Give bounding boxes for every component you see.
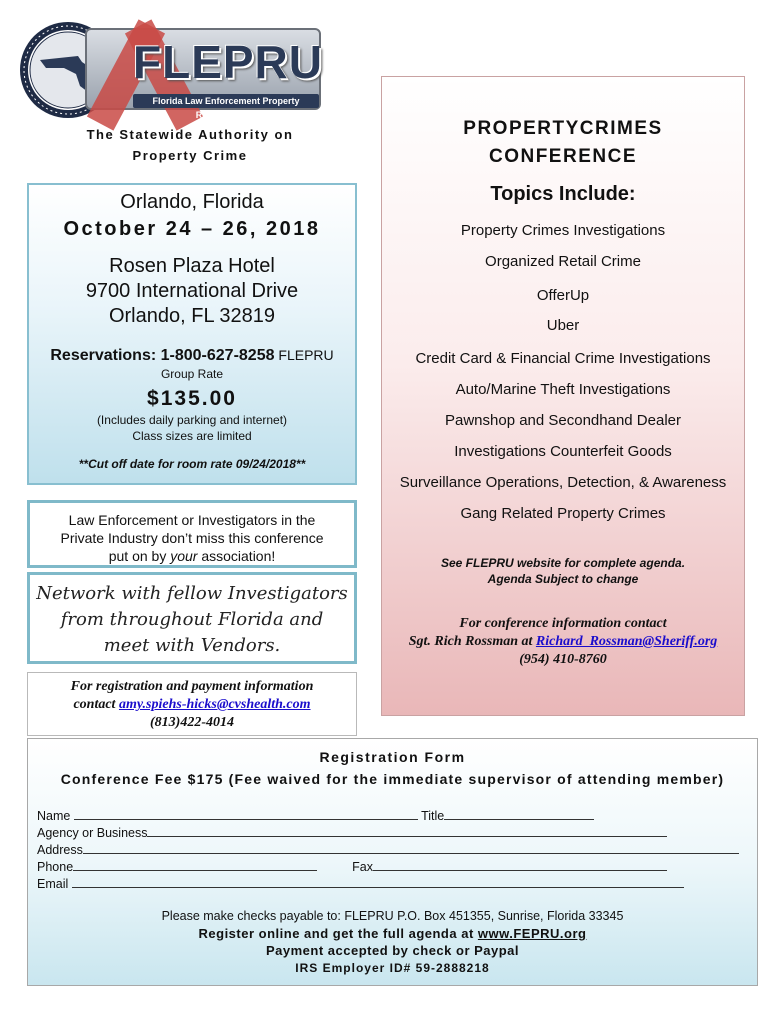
email-field[interactable] — [72, 877, 684, 888]
agency-row — [37, 826, 667, 840]
network-line: Network with fellow Investigators — [36, 583, 348, 604]
name-field[interactable] — [74, 809, 418, 820]
conference-contact — [382, 615, 744, 669]
event-dates: October 24 – 26, 2018 — [63, 218, 321, 240]
conference-title-line: CONFERENCE — [488, 146, 637, 167]
conference-fee: Conference Fee $175 (Fee waived for the immediate supervisor of attending member) — [60, 771, 725, 787]
room-price: $135.00 — [147, 387, 237, 410]
agenda-line: See FLEPRU website for complete agenda. — [440, 556, 686, 570]
address-label: Address — [37, 843, 83, 857]
private-industry-panel — [27, 500, 357, 568]
text-fragment: association! — [197, 548, 276, 564]
tagline-line: The Statewide Authority on — [86, 127, 294, 142]
logo-wordmark: FLEPRU — [133, 36, 323, 88]
text-fragment: put on by — [108, 548, 171, 564]
cutoff-date-note: **Cut off date for room rate 09/24/2018** — [78, 457, 306, 471]
private-industry-line: Private Industry don’t miss this conference — [60, 530, 324, 546]
topic-item: Pawnshop and Secondhand Dealer — [444, 412, 681, 429]
text-fragment: contact — [73, 697, 119, 712]
hotel-name: Rosen Plaza Hotel — [109, 255, 275, 277]
register-online-line — [28, 926, 757, 941]
agenda-line: Agenda Subject to change — [487, 572, 639, 586]
agency-label: Agency or Business — [37, 826, 148, 840]
email-label: Email — [37, 877, 69, 891]
conference-contact-intro: For conference information contact — [459, 616, 667, 631]
registration-form — [27, 738, 758, 986]
tagline-line: Property Crime — [132, 148, 248, 163]
reservations-code: FLEPRU — [274, 347, 334, 363]
conference-contact-email-line — [382, 633, 744, 651]
group-rate-label: Group Rate — [160, 367, 224, 381]
registration-contact-email-line — [28, 696, 356, 714]
name-label: Name — [37, 809, 71, 823]
tagline — [40, 124, 340, 166]
agenda-note — [382, 555, 744, 587]
topics-heading: Topics Include: — [490, 183, 636, 205]
conference-panel — [381, 76, 745, 716]
conference-email-link[interactable]: Richard_Rossman@Sheriff.org — [535, 634, 718, 649]
website-link[interactable]: www.FEPRU.org — [477, 926, 587, 941]
conference-contact-phone: (954) 410-8760 — [519, 652, 607, 667]
topic-item: Property Crimes Investigations — [460, 222, 666, 239]
registration-contact-intro: For registration and payment information — [70, 679, 314, 694]
text-fragment: Sgt. Rich Rossman at — [408, 634, 536, 649]
title-field[interactable] — [444, 809, 594, 820]
network-panel — [27, 572, 357, 664]
topic-item: Investigations Counterfeit Goods — [454, 443, 672, 460]
price-includes-note: (Includes daily parking and internet) — [96, 413, 288, 427]
reservations-phone: Reservations: 1-800-627-8258 — [50, 347, 275, 364]
topic-item: Organized Retail Crime — [485, 253, 641, 270]
agency-field[interactable] — [147, 826, 667, 837]
registration-contact-panel — [27, 672, 357, 736]
address-row — [37, 843, 739, 857]
phone-label: Phone — [37, 860, 74, 874]
fax-label: Fax — [352, 860, 373, 874]
flepru-logo-banner — [85, 28, 323, 120]
hotel-street: 9700 International Drive — [85, 280, 299, 302]
registration-email-link[interactable]: amy.spiehs-hicks@cvshealth.com — [118, 697, 311, 712]
hotel-city: Orlando, FL 32819 — [108, 305, 276, 327]
checks-payable-note: Please make checks payable to: FLEPRU P.O. Box 451355, Sunrise, Florida 33345 — [161, 909, 624, 923]
name-title-row — [37, 809, 594, 823]
topic-item: Auto/Marine Theft Investigations — [455, 381, 671, 398]
class-size-note: Class sizes are limited — [132, 429, 252, 443]
topic-item: Gang Related Property Crimes — [460, 505, 666, 522]
private-industry-line — [30, 547, 354, 565]
address-field[interactable] — [83, 843, 739, 854]
network-line: meet with Vendors. — [103, 635, 281, 656]
conference-title-line: PROPERTYCRIMES — [463, 118, 663, 139]
fax-field[interactable] — [373, 860, 667, 871]
text-fragment: Register online and get the full agenda at — [198, 926, 478, 941]
conference-title — [382, 115, 744, 171]
phone-fax-row — [37, 860, 667, 874]
topic-item: OfferUp — [536, 287, 590, 304]
event-details-panel — [27, 183, 357, 485]
topic-item: Credit Card & Financial Crime Investigations — [415, 350, 711, 367]
reservations-line — [29, 347, 355, 365]
event-city: Orlando, Florida — [120, 191, 264, 213]
network-line: from throughout Florida and — [60, 609, 324, 630]
title-label: Title — [421, 809, 445, 823]
topic-item: Uber — [546, 317, 580, 334]
logo-subtitle: Florida Law Enforcement Property Recovery Unit — [133, 94, 319, 108]
form-title: Registration Form — [319, 749, 466, 765]
irs-employer-id: IRS Employer ID# 59-2888218 — [295, 961, 490, 975]
registration-contact-phone: (813)422-4014 — [150, 715, 234, 730]
payment-methods: Payment accepted by check or Paypal — [265, 943, 520, 958]
email-row — [37, 877, 684, 891]
emphasis-your: your — [170, 548, 198, 564]
phone-field[interactable] — [73, 860, 317, 871]
private-industry-line: Law Enforcement or Investigators in the — [68, 512, 316, 528]
topic-item: Surveillance Operations, Detection, & Awareness — [399, 474, 727, 491]
